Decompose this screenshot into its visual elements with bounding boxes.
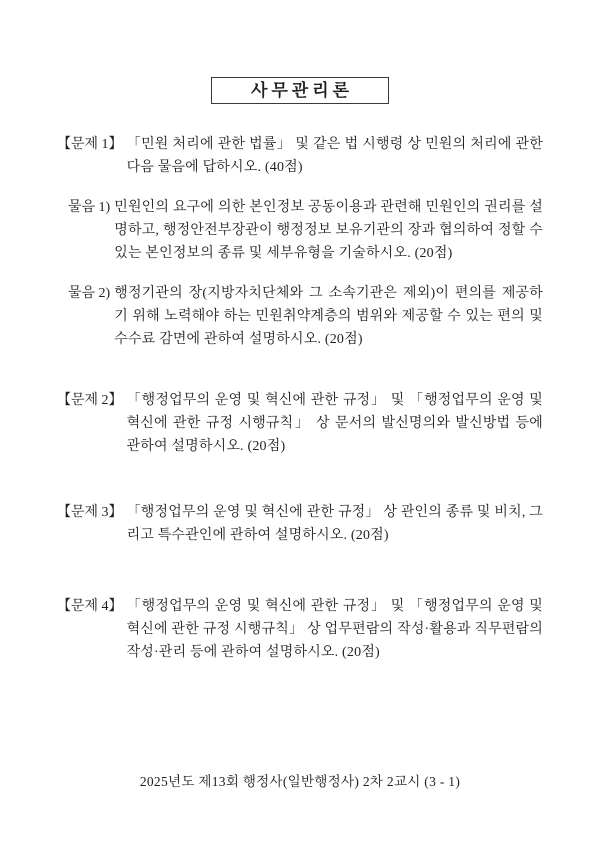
question-3-label: 【문제 3】 bbox=[57, 505, 123, 520]
question-1 bbox=[57, 133, 543, 179]
question-4-label: 【문제 4】 bbox=[57, 599, 123, 614]
question-3-text: 「행정업무의 운영 및 혁신에 관한 규정」 상 관인의 종류 및 비치, 그리고 특수관인에 관하여 설명하시오. (20점) bbox=[126, 505, 543, 543]
question-1-sub-2 bbox=[68, 282, 543, 351]
question-1-sub-1 bbox=[68, 196, 543, 265]
question-2 bbox=[57, 389, 543, 458]
subject-title-box bbox=[211, 77, 389, 104]
question-1-sub-1-label: 물음 1) bbox=[68, 200, 111, 215]
question-4-text: 「행정업무의 운영 및 혁신에 관한 규정」 및 「행정업무의 운영 및 혁신에 관한 규정 시행규칙」 상 업무편람의 작성·활용과 직무편람의 작성·관리 등에 관하여 설명하시오. (20점) bbox=[126, 599, 543, 660]
page-footer: 2025년도 제13회 행정사(일반행정사) 2차 2교시 (3 - 1) bbox=[139, 774, 461, 789]
question-2-label: 【문제 2】 bbox=[57, 393, 123, 408]
question-1-label: 【문제 1】 bbox=[57, 137, 123, 152]
question-2-text: 「행정업무의 운영 및 혁신에 관한 규정」 및 「행정업무의 운영 및 혁신에 관한 규정 시행규칙」 상 문서의 발신명의와 발신방법 등에 관하여 설명하시오. (20점) bbox=[126, 393, 543, 454]
question-1-sub-1-text: 민원인의 요구에 의한 본인정보 공동이용과 관련해 민원인의 권리를 설명하고, 행정안전부장관이 행정정보 보유기관의 장과 협의하여 정할 수 있는 본인정보의 종류 및 세부유형을 기술하시오. (20점) bbox=[114, 200, 543, 261]
question-1-sub-2-text: 행정기관의 장(지방자치단체와 그 소속기관은 제외)이 편의를 제공하기 위해 노력해야 하는 민원취약계층의 범위와 제공할 수 있는 편의 및 수수료 감면에 관하여 설명하시오. (20점) bbox=[114, 286, 543, 347]
question-4 bbox=[57, 595, 543, 664]
question-1-text: 「민원 처리에 관한 법률」 및 같은 법 시행령 상 민원의 처리에 관한 다음 물음에 답하시오. (40점) bbox=[126, 137, 543, 175]
subject-title: 사무관리론 bbox=[250, 81, 354, 100]
question-1-sub-2-label: 물음 2) bbox=[68, 286, 111, 301]
question-3 bbox=[57, 501, 543, 547]
